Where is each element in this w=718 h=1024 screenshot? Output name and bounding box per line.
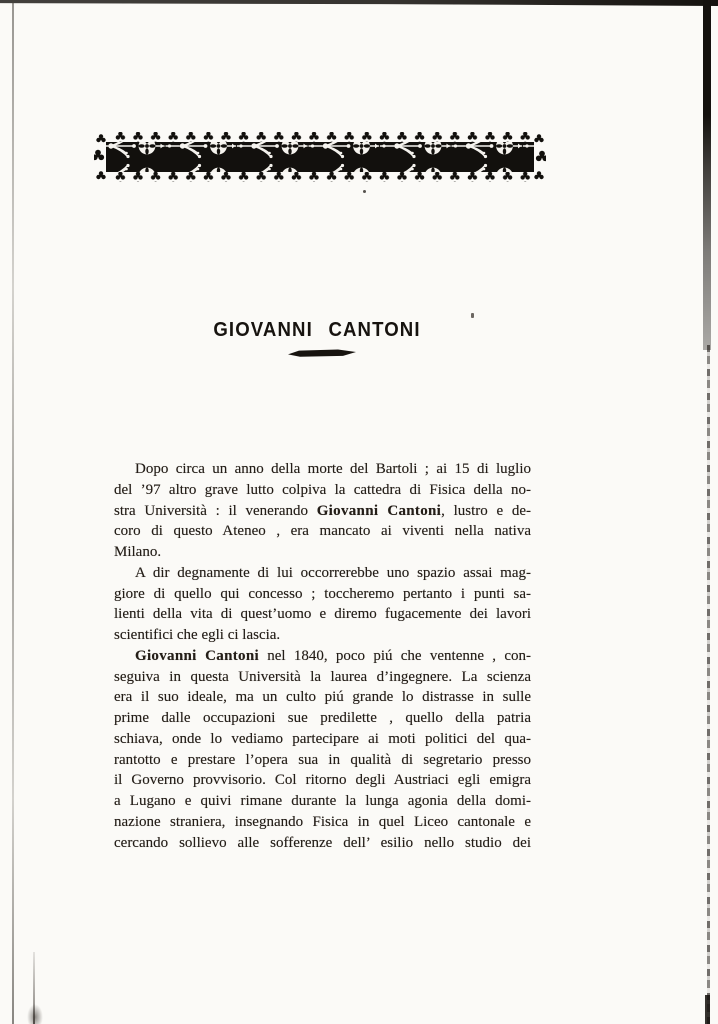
text-line (114, 646, 531, 667)
text-line: scientifici che egli ci lascia. (114, 627, 281, 643)
person-name-bold: Giovanni Cantoni (316, 502, 442, 519)
scan-left-fold-line (12, 0, 14, 1024)
text-line: era il suo ideale, ma un culto piú grande lo distrasse in sulle (114, 689, 531, 706)
text-line: giore di quello qui concesso ; toccheremo pertanto i punti sa- (114, 585, 531, 602)
body-text (114, 459, 531, 853)
scan-right-edge-speckle (707, 345, 710, 1024)
text-segment: stra Università : il venerando (114, 502, 317, 519)
text-line: lienti della vita di quest’uomo e diremo fugacemente dei lavori (114, 606, 531, 623)
ink-speck (471, 313, 474, 318)
scan-bottom-left-smudge (27, 1004, 43, 1024)
text-line: rantotto e prestare l’opera sua in qualità di segretario presso (114, 751, 531, 768)
text-line: nazione straniera, insegnando Fisica in quel Liceo cantonale e (114, 813, 531, 830)
text-line: cercando sollievo alle sofferenze dell’ esilio nello studio dei (114, 834, 531, 851)
ink-speck (363, 190, 366, 193)
text-line: schiava, onde lo vediamo partecipare ai moti politici del qua- (114, 730, 531, 747)
scan-right-edge-shadow (703, 0, 711, 350)
text-segment: nel 1840, poco piú che ventenne , con- (258, 647, 531, 664)
text-line: il Governo provvisorio. Col ritorno degli Austriaci egli emigra (114, 772, 531, 789)
person-name-bold: Giovanni Cantoni (135, 647, 259, 664)
title-underline-rule (288, 349, 356, 358)
floral-band-ornament (94, 131, 546, 183)
text-line: a Lugano e quivi rimane durante la lunga agonia della domi- (114, 793, 531, 809)
text-segment: , lustro e de- (441, 502, 531, 519)
text-line: Dopo circa un anno della morte del Bartoli ; ai 15 di luglio (135, 461, 531, 477)
text-line: seguiva in questa Università la laurea d’ingegnere. La scienza (114, 668, 531, 685)
text-line: prime dalle occupazioni sue predilette , quello della patria (114, 710, 531, 726)
text-line: Milano. (114, 544, 162, 560)
text-line: coro di questo Ateneo , era mancato ai viventi nella nativa (114, 523, 531, 540)
text-line: A dir degnamente di lui occorrerebbe uno spazio assai mag- (135, 564, 531, 581)
text-line (114, 501, 531, 522)
scan-top-edge-line (0, 0, 718, 6)
text-line: del ’97 altro grave lutto colpiva la cattedra di Fisica della no- (114, 481, 531, 498)
page-title: GIOVANNI CANTONI (213, 319, 421, 341)
scan-bottom-right-mark (705, 995, 710, 1024)
